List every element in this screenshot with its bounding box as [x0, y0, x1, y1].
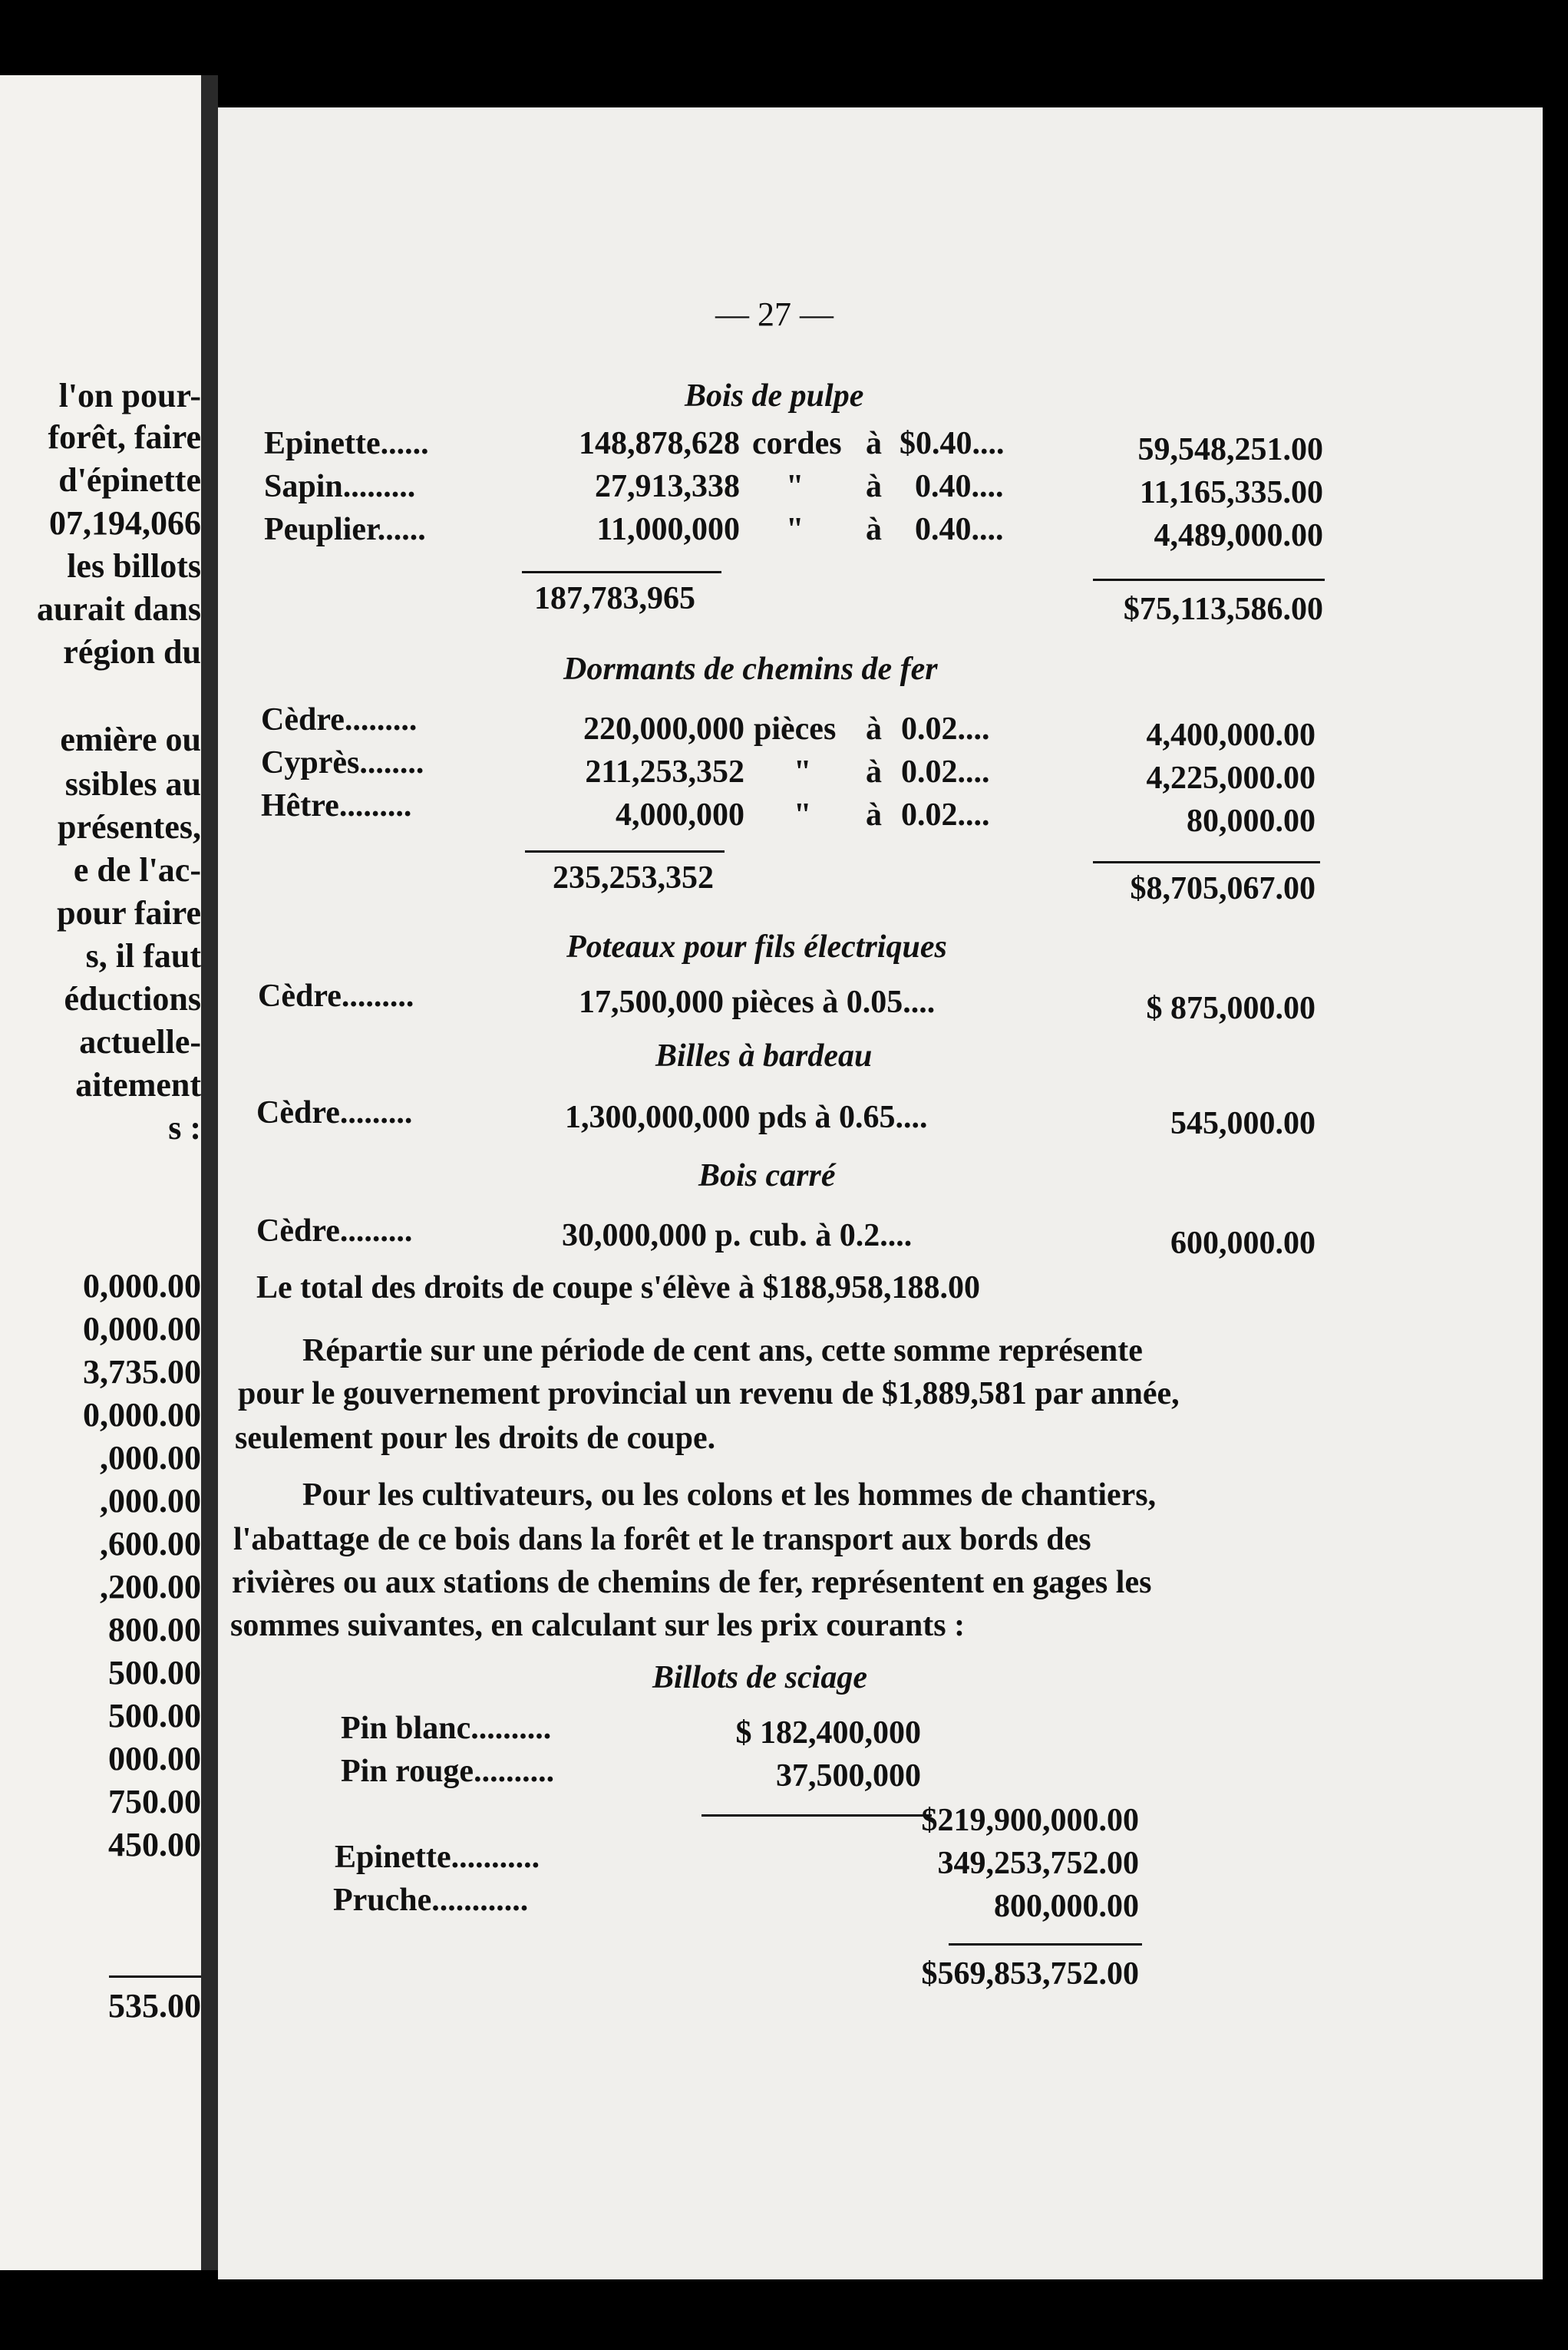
row-at: à [866, 797, 882, 833]
row-name: Cyprès........ [261, 745, 424, 781]
paragraph-line: rivières ou aux stations de chemins de fer, représentent en gages les [232, 1565, 1152, 1600]
subtotal: $219,900,000.00 [921, 1803, 1139, 1838]
section-heading-carre: Bois carré [698, 1158, 836, 1193]
left-line: ,600.00 [100, 1525, 201, 1563]
left-line: e de l'ac- [73, 851, 201, 889]
row-price: 0.40.... [915, 469, 1004, 504]
row-total: 4,489,000.00 [1154, 518, 1323, 553]
row-at: à [866, 711, 882, 747]
row-at: à [866, 426, 882, 461]
row-total: 4,225,000.00 [1146, 761, 1315, 796]
row-total: 11,165,335.00 [1139, 475, 1323, 510]
row-qty: 220,000,000 [583, 711, 744, 747]
row-name: Epinette...... [264, 426, 429, 461]
row-detail: 1,300,000,000 pds à 0.65.... [565, 1100, 928, 1135]
book-spine [201, 75, 218, 2270]
row-unit: " [786, 512, 804, 547]
total-line: Le total des droits de coupe s'élève à $188,958,188.00 [256, 1270, 980, 1305]
row-name: Hêtre......... [261, 788, 412, 823]
row-qty: 11,000,000 [596, 512, 740, 547]
left-line: 800.00 [108, 1611, 201, 1649]
row-amount: 349,253,752.00 [937, 1846, 1139, 1881]
left-line: s : [168, 1109, 201, 1147]
section-heading-sciage: Billots de sciage [652, 1660, 867, 1695]
section-heading-poteaux: Poteaux pour fils électriques [566, 929, 947, 965]
row-total: 600,000.00 [1170, 1226, 1315, 1261]
row-qty: 211,253,352 [585, 754, 744, 790]
row-unit: cordes [752, 426, 842, 461]
row-name: Pin rouge.......... [341, 1754, 555, 1789]
paragraph-line: Répartie sur une période de cent ans, cette somme représente [302, 1333, 1143, 1368]
left-line: 500.00 [108, 1654, 201, 1692]
row-name: Cèdre......... [256, 1213, 413, 1249]
left-line: région du [63, 633, 201, 671]
row-unit: " [794, 754, 812, 790]
sum-total: $8,705,067.00 [1130, 871, 1315, 906]
left-line: éductions [64, 980, 201, 1018]
left-line: s, il faut [85, 937, 201, 975]
left-line: 000.00 [108, 1740, 201, 1777]
section-heading-dormants: Dormants de chemins de fer [563, 652, 938, 687]
row-detail: 30,000,000 p. cub. à 0.2.... [562, 1218, 913, 1253]
left-line: 750.00 [108, 1783, 201, 1820]
row-amount: $ 182,400,000 [735, 1715, 921, 1751]
sum-qty: 187,783,965 [534, 581, 695, 616]
left-line: 0,000.00 [83, 1310, 201, 1348]
row-price: 0.02.... [901, 711, 990, 747]
left-line: d'épinette [58, 461, 201, 499]
row-name: Cèdre......... [256, 1095, 413, 1130]
sum-rule [522, 571, 721, 573]
sum-rule [525, 850, 725, 853]
left-line: 07,194,066 [49, 504, 201, 542]
left-line: l'on pour- [58, 377, 201, 414]
row-qty: 27,913,338 [595, 469, 740, 504]
row-amount: 800,000.00 [994, 1889, 1139, 1924]
sum-rule [1093, 579, 1325, 581]
paragraph-line: Pour les cultivateurs, ou les colons et les hommes de chantiers, [302, 1477, 1157, 1513]
row-qty: 4,000,000 [616, 797, 744, 833]
row-at: à [866, 754, 882, 790]
paragraph-line: sommes suivantes, en calculant sur les prix courants : [230, 1608, 966, 1643]
row-at: à [866, 512, 882, 547]
row-total: 545,000.00 [1170, 1106, 1315, 1141]
sum-rule [1093, 861, 1320, 863]
left-line: emière ou [60, 721, 201, 758]
left-line: 3,735.00 [83, 1353, 201, 1391]
paragraph-line: pour le gouvernement provincial un revenu de $1,889,581 par année, [238, 1376, 1180, 1411]
row-price: 0.40.... [915, 512, 1004, 547]
sum-total: $75,113,586.00 [1123, 592, 1323, 627]
left-line: aurait dans [37, 590, 201, 628]
row-name: Cèdre......... [261, 702, 418, 738]
row-name: Sapin......... [264, 469, 416, 504]
left-rule [109, 1975, 201, 1978]
sum-qty: 235,253,352 [553, 860, 714, 896]
row-unit: " [794, 797, 812, 833]
row-detail: 17,500,000 pièces à 0.05.... [579, 985, 936, 1020]
left-line: les billots [67, 547, 201, 585]
row-total: 80,000.00 [1187, 804, 1315, 839]
page-number: — 27 — [715, 295, 834, 333]
row-total: 4,400,000.00 [1146, 718, 1315, 753]
grand-total: $569,853,752.00 [921, 1956, 1139, 1992]
subtotal-rule [701, 1814, 932, 1817]
row-name: Pruche............ [333, 1883, 529, 1918]
paragraph-line: l'abattage de ce bois dans la forêt et le transport aux bords des [233, 1522, 1091, 1557]
left-line: ,200.00 [100, 1568, 201, 1606]
grand-total-rule [949, 1943, 1142, 1946]
row-name: Cèdre......... [258, 979, 414, 1014]
main-page [218, 107, 1543, 2279]
row-price: 0.02.... [901, 754, 990, 790]
row-unit: " [786, 469, 804, 504]
left-line: 500.00 [108, 1697, 201, 1734]
left-line: forêt, faire [48, 418, 201, 456]
section-heading-pulpe: Bois de pulpe [685, 378, 864, 414]
paragraph-line: seulement pour les droits de coupe. [235, 1421, 716, 1456]
left-line: ssibles au [64, 765, 201, 803]
left-page-fragment [0, 75, 201, 2270]
left-line: 450.00 [108, 1826, 201, 1863]
left-line: ,000.00 [100, 1439, 201, 1477]
row-unit: pièces [754, 711, 837, 747]
row-name: Peuplier...... [264, 512, 426, 547]
left-line: ,000.00 [100, 1482, 201, 1520]
left-line: présentes, [58, 808, 201, 846]
row-price: $0.40.... [900, 426, 1005, 461]
row-name: Pin blanc.......... [341, 1711, 552, 1746]
row-qty: 148,878,628 [579, 426, 740, 461]
left-line: aitement [75, 1066, 201, 1104]
row-amount: 37,500,000 [776, 1758, 921, 1794]
left-line: pour faire [57, 894, 201, 932]
left-line: 535.00 [108, 1987, 201, 2025]
row-total: 59,548,251.00 [1137, 432, 1323, 467]
row-total: $ 875,000.00 [1146, 991, 1315, 1026]
row-price: 0.02.... [901, 797, 990, 833]
left-line: 0,000.00 [83, 1396, 201, 1434]
left-line: actuelle- [79, 1023, 201, 1061]
row-at: à [866, 469, 882, 504]
section-heading-billes: Billes à bardeau [655, 1038, 873, 1074]
left-line: 0,000.00 [83, 1267, 201, 1305]
row-name: Epinette........... [335, 1840, 540, 1875]
